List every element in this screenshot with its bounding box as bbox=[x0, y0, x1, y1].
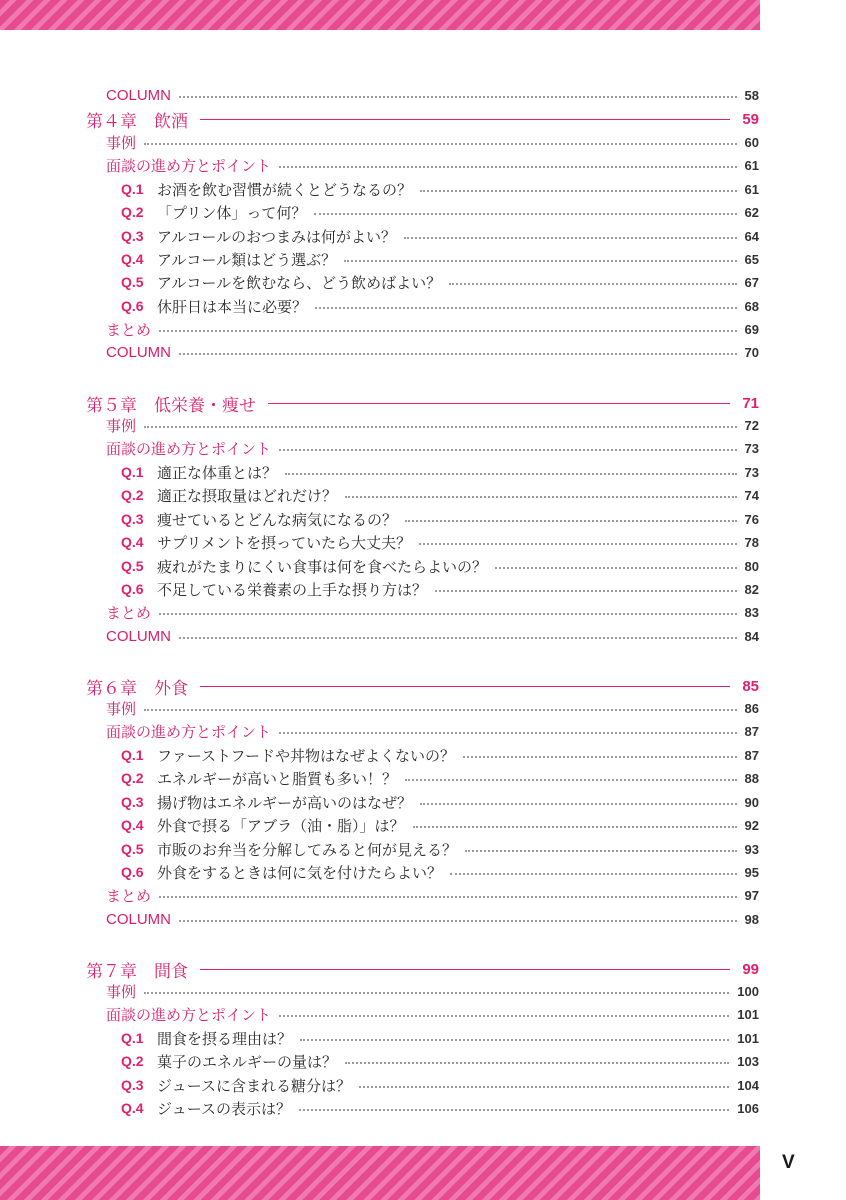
page-ref: 68 bbox=[744, 298, 759, 314]
page-ref: 70 bbox=[744, 344, 759, 360]
dot-leader bbox=[159, 330, 737, 332]
dot-leader bbox=[299, 1109, 729, 1111]
chapter-rule bbox=[268, 403, 730, 404]
entry-title: アルコールを飲むなら、どう飲めばよい？ bbox=[157, 273, 442, 292]
chapter-title: 第７章 間食 bbox=[86, 961, 188, 982]
toc-section-entry[interactable] bbox=[106, 318, 759, 340]
toc-section-entry[interactable] bbox=[106, 908, 759, 930]
page-ref: 101 bbox=[737, 1030, 759, 1046]
dot-leader bbox=[179, 637, 737, 639]
dot-leader bbox=[144, 709, 737, 711]
page-ref: 83 bbox=[744, 604, 759, 620]
entry-title: ファーストフードや丼物はなぜよくないの？ bbox=[157, 746, 456, 765]
toc-section-entry[interactable] bbox=[106, 720, 759, 742]
page-ref: 61 bbox=[744, 181, 759, 197]
entry-title: 面談の進め方とポイント bbox=[106, 439, 272, 458]
question-number: Q.1 bbox=[121, 181, 144, 197]
entry-title: 痩せているとどんな病気になるの？ bbox=[157, 510, 398, 529]
entry-title: ジュースの表示は？ bbox=[157, 1099, 291, 1118]
toc-question-entry[interactable] bbox=[121, 791, 759, 813]
page-ref: 80 bbox=[744, 558, 759, 574]
question-number: Q.6 bbox=[121, 298, 144, 314]
question-number: Q.3 bbox=[121, 1077, 144, 1093]
dot-leader bbox=[159, 613, 737, 615]
entry-title: 事例 bbox=[106, 133, 137, 152]
dot-leader bbox=[419, 543, 736, 545]
toc-question-entry[interactable] bbox=[121, 201, 759, 223]
top-stripe-banner bbox=[0, 0, 760, 30]
toc-question-entry[interactable] bbox=[121, 271, 759, 293]
toc-section-entry[interactable] bbox=[106, 84, 759, 106]
toc-question-entry[interactable] bbox=[121, 295, 759, 317]
page-ref: 87 bbox=[744, 723, 759, 739]
entry-title: 揚げ物はエネルギーが高いのはなぜ？ bbox=[157, 793, 413, 812]
toc-question-entry[interactable] bbox=[121, 861, 759, 883]
toc-chapter-entry[interactable] bbox=[86, 108, 759, 130]
page-ref: 69 bbox=[744, 321, 759, 337]
page-ref: 92 bbox=[744, 817, 759, 833]
page-ref: 84 bbox=[744, 628, 759, 644]
dot-leader bbox=[315, 307, 737, 309]
toc-section-entry[interactable] bbox=[106, 697, 759, 719]
page-ref: 87 bbox=[744, 747, 759, 763]
page-ref: 76 bbox=[744, 511, 759, 527]
entry-title: 不足している栄養素の上手な摂り方は？ bbox=[157, 580, 428, 599]
chapter-rule bbox=[200, 969, 730, 970]
dot-leader bbox=[144, 992, 729, 994]
page-ref: 85 bbox=[742, 677, 759, 695]
entry-title: COLUMN bbox=[106, 910, 172, 928]
page-ref: 72 bbox=[744, 417, 759, 433]
dot-leader bbox=[144, 426, 737, 428]
entry-title: 外食をするときは何に気を付けたらよい？ bbox=[157, 863, 443, 882]
question-number: Q.2 bbox=[121, 487, 144, 503]
page-ref: 100 bbox=[737, 983, 759, 999]
toc-question-entry[interactable] bbox=[121, 744, 759, 766]
entry-title: 事例 bbox=[106, 699, 137, 718]
entry-title: まとめ bbox=[106, 320, 152, 339]
toc-question-entry[interactable] bbox=[121, 225, 759, 247]
dot-leader bbox=[179, 96, 737, 98]
entry-title: 適正な摂取量はどれだけ？ bbox=[157, 486, 338, 505]
toc-question-entry[interactable] bbox=[121, 838, 759, 860]
dot-leader bbox=[279, 166, 737, 168]
page-ref: 65 bbox=[744, 251, 759, 267]
toc-section-entry[interactable] bbox=[106, 131, 759, 153]
dot-leader bbox=[359, 1086, 729, 1088]
question-number: Q.5 bbox=[121, 558, 144, 574]
page-ref: 67 bbox=[744, 274, 759, 290]
question-number: Q.5 bbox=[121, 841, 144, 857]
entry-title: まとめ bbox=[106, 603, 152, 622]
toc-question-entry[interactable] bbox=[121, 484, 759, 506]
dot-leader bbox=[279, 732, 737, 734]
entry-title: 面談の進め方とポイント bbox=[106, 722, 272, 741]
question-number: Q.6 bbox=[121, 864, 144, 880]
chapter-title: 第６章 外食 bbox=[86, 678, 188, 699]
page-ref: 58 bbox=[744, 87, 759, 103]
dot-leader bbox=[420, 803, 737, 805]
question-number: Q.6 bbox=[121, 581, 144, 597]
toc-section-entry[interactable] bbox=[106, 1003, 759, 1025]
toc-question-entry[interactable] bbox=[121, 1074, 759, 1096]
entry-title: 適正な体重とは？ bbox=[157, 463, 278, 482]
toc-question-entry[interactable] bbox=[121, 531, 759, 553]
chapter-rule bbox=[200, 119, 730, 120]
toc-section-entry[interactable] bbox=[106, 341, 759, 363]
chapter-rule bbox=[200, 686, 730, 687]
page-ref: 74 bbox=[744, 487, 759, 503]
entry-title: 面談の進め方とポイント bbox=[106, 156, 272, 175]
entry-title: 間食を摂る理由は？ bbox=[157, 1029, 293, 1048]
page-ref: 86 bbox=[744, 700, 759, 716]
toc-section-entry[interactable] bbox=[106, 414, 759, 436]
page-ref: 59 bbox=[742, 110, 759, 128]
entry-title: サプリメントを摂っていたら大丈夫？ bbox=[157, 533, 412, 552]
entry-title: COLUMN bbox=[106, 86, 172, 104]
entry-title: 疲れがたまりにくい食事は何を食べたらよいの？ bbox=[157, 557, 488, 576]
page-ref: 78 bbox=[744, 534, 759, 550]
toc-chapter-entry[interactable] bbox=[86, 392, 759, 414]
dot-leader bbox=[285, 473, 737, 475]
toc-question-entry[interactable] bbox=[121, 1027, 759, 1049]
chapter-title: 第５章 低栄養・痩せ bbox=[86, 395, 256, 416]
page-ref: 103 bbox=[737, 1053, 759, 1069]
dot-leader bbox=[450, 873, 737, 875]
dot-leader bbox=[405, 779, 737, 781]
page-ref: 88 bbox=[744, 770, 759, 786]
question-number: Q.3 bbox=[121, 511, 144, 527]
entry-title: 事例 bbox=[106, 416, 137, 435]
question-number: Q.5 bbox=[121, 274, 144, 290]
dot-leader bbox=[179, 353, 737, 355]
toc-question-entry[interactable] bbox=[121, 178, 759, 200]
dot-leader bbox=[449, 283, 736, 285]
dot-leader bbox=[300, 1039, 729, 1041]
toc-question-entry[interactable] bbox=[121, 578, 759, 600]
toc-question-entry[interactable] bbox=[121, 248, 759, 270]
entry-title: アルコールのおつまみは何がよい？ bbox=[157, 227, 396, 246]
page-ref: 104 bbox=[737, 1077, 759, 1093]
page-ref: 71 bbox=[742, 394, 759, 412]
toc-section-entry[interactable] bbox=[106, 625, 759, 647]
toc-section-entry[interactable] bbox=[106, 980, 759, 1002]
toc-section-entry[interactable] bbox=[106, 884, 759, 906]
question-number: Q.4 bbox=[121, 1100, 144, 1116]
toc-chapter-entry[interactable] bbox=[86, 675, 759, 697]
dot-leader bbox=[179, 920, 737, 922]
toc-chapter-entry[interactable] bbox=[86, 958, 759, 980]
entry-title: お酒を飲む習慣が続くとどうなるの？ bbox=[157, 180, 413, 199]
entry-title: COLUMN bbox=[106, 343, 172, 361]
bottom-stripe-banner bbox=[0, 1146, 760, 1200]
entry-title: 「プリン体」って何？ bbox=[157, 203, 307, 222]
dot-leader bbox=[463, 756, 736, 758]
dot-leader bbox=[345, 1062, 729, 1064]
entry-title: エネルギーが高いと脂質も多い！？ bbox=[157, 769, 398, 788]
page-ref: 90 bbox=[744, 794, 759, 810]
page-ref: 95 bbox=[744, 864, 759, 880]
page-ref: 101 bbox=[737, 1006, 759, 1022]
page-ref: 82 bbox=[744, 581, 759, 597]
question-number: Q.4 bbox=[121, 534, 144, 550]
question-number: Q.3 bbox=[121, 228, 144, 244]
toc-question-entry[interactable] bbox=[121, 767, 759, 789]
entry-title: 市販のお弁当を分解してみると何が見える？ bbox=[157, 840, 458, 859]
toc-question-entry[interactable] bbox=[121, 461, 759, 483]
entry-title: アルコール類はどう選ぶ？ bbox=[157, 250, 337, 269]
page-ref: 61 bbox=[744, 157, 759, 173]
dot-leader bbox=[144, 143, 737, 145]
question-number: Q.4 bbox=[121, 817, 144, 833]
entry-title: まとめ bbox=[106, 886, 152, 905]
page-number: V bbox=[782, 1152, 795, 1173]
dot-leader bbox=[314, 213, 736, 215]
dot-leader bbox=[465, 850, 737, 852]
page-ref: 60 bbox=[744, 134, 759, 150]
dot-leader bbox=[345, 496, 737, 498]
toc-question-entry[interactable] bbox=[121, 1050, 759, 1072]
page-ref: 97 bbox=[744, 887, 759, 903]
dot-leader bbox=[495, 567, 737, 569]
dot-leader bbox=[279, 1015, 729, 1017]
entry-title: 菓子のエネルギーの量は？ bbox=[157, 1052, 338, 1071]
dot-leader bbox=[435, 590, 737, 592]
dot-leader bbox=[404, 237, 737, 239]
dot-leader bbox=[420, 190, 737, 192]
toc-section-entry[interactable] bbox=[106, 437, 759, 459]
chapter-title: 第４章 飲酒 bbox=[86, 111, 188, 132]
page-ref: 62 bbox=[744, 204, 759, 220]
entry-title: COLUMN bbox=[106, 627, 172, 645]
toc-question-entry[interactable] bbox=[121, 814, 759, 836]
question-number: Q.2 bbox=[121, 770, 144, 786]
page-ref: 73 bbox=[744, 464, 759, 480]
page-ref: 99 bbox=[742, 960, 759, 978]
page-ref: 64 bbox=[744, 228, 759, 244]
entry-title: 面談の進め方とポイント bbox=[106, 1005, 272, 1024]
dot-leader bbox=[405, 520, 737, 522]
question-number: Q.3 bbox=[121, 794, 144, 810]
page-ref: 98 bbox=[744, 911, 759, 927]
toc-section-entry[interactable] bbox=[106, 154, 759, 176]
entry-title: 外食で摂る「アブラ（油・脂）」は？ bbox=[157, 816, 405, 835]
question-number: Q.1 bbox=[121, 1030, 144, 1046]
question-number: Q.1 bbox=[121, 464, 144, 480]
dot-leader bbox=[413, 826, 737, 828]
page-ref: 73 bbox=[744, 440, 759, 456]
entry-title: 事例 bbox=[106, 982, 137, 1001]
entry-title: 休肝日は本当に必要？ bbox=[157, 297, 308, 316]
dot-leader bbox=[279, 449, 737, 451]
page-ref: 106 bbox=[737, 1100, 759, 1116]
question-number: Q.4 bbox=[121, 251, 144, 267]
question-number: Q.2 bbox=[121, 204, 144, 220]
toc-question-entry[interactable] bbox=[121, 1097, 759, 1119]
entry-title: ジュースに含まれる糖分は？ bbox=[157, 1076, 351, 1095]
toc-question-entry[interactable] bbox=[121, 555, 759, 577]
dot-leader bbox=[159, 896, 737, 898]
question-number: Q.2 bbox=[121, 1053, 144, 1069]
page-ref: 93 bbox=[744, 841, 759, 857]
toc-question-entry[interactable] bbox=[121, 508, 759, 530]
question-number: Q.1 bbox=[121, 747, 144, 763]
toc-section-entry[interactable] bbox=[106, 601, 759, 623]
dot-leader bbox=[344, 260, 736, 262]
